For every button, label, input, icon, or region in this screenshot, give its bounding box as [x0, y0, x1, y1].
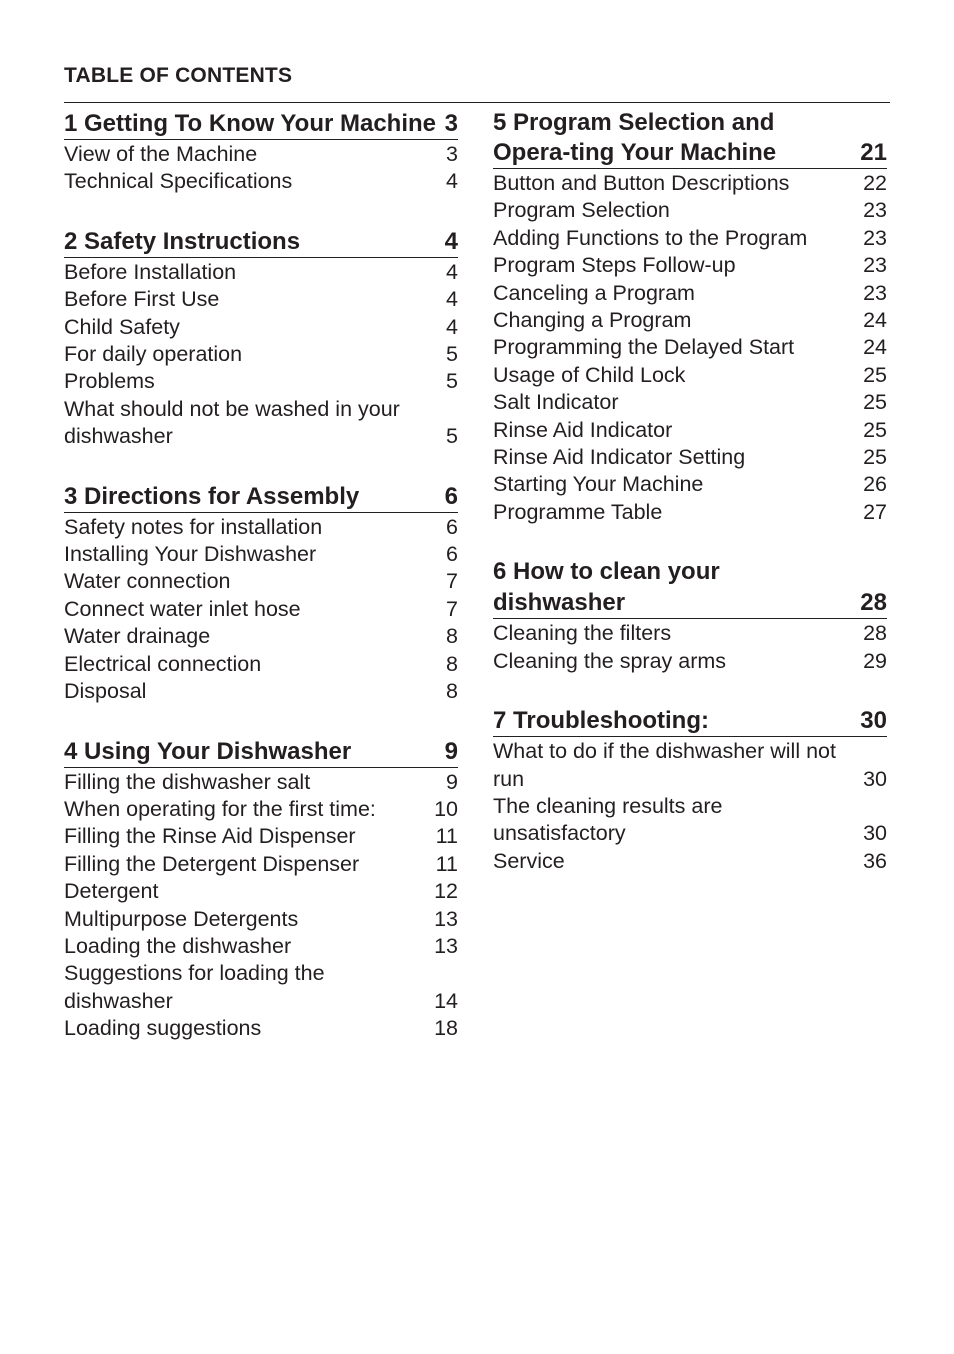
- entry-page: 23: [863, 253, 887, 278]
- section-heading-text: 1 Getting To Know Your Machine: [64, 110, 437, 137]
- entry-page: 5: [446, 424, 458, 449]
- entry-text: Button and Button Descriptions: [493, 171, 790, 195]
- entry-text: The cleaning results are unsatisfactory: [493, 793, 723, 846]
- toc-entry[interactable]: [64, 141, 458, 168]
- toc-entry[interactable]: [64, 168, 458, 195]
- toc-entry[interactable]: [64, 678, 458, 705]
- toc-entry[interactable]: [64, 960, 458, 1015]
- toc-column-left: [64, 108, 458, 1073]
- entry-text: Safety notes for installation: [64, 514, 323, 539]
- toc-section-3: [64, 481, 458, 706]
- entry-text: What to do if the dishwasher will not run: [493, 739, 836, 791]
- toc-entry[interactable]: [493, 738, 887, 793]
- entry-page: 11: [435, 851, 458, 876]
- entry-text: Disposal: [64, 679, 147, 704]
- section-heading-page: 3: [444, 110, 458, 137]
- entry-text: Program Steps Follow-up: [493, 253, 736, 278]
- entry-text: Filling the Detergent Dispenser: [64, 851, 360, 876]
- entry-page: 30: [863, 766, 887, 791]
- entry-page: 25: [863, 445, 887, 470]
- entry-text: Water connection: [64, 569, 231, 594]
- entry-text: Changing a Program: [493, 308, 692, 333]
- entry-page: 25: [863, 362, 887, 387]
- entry-page: 4: [446, 287, 458, 312]
- entry-text: Electrical connection: [64, 651, 262, 676]
- toc-entry[interactable]: [64, 596, 458, 623]
- entry-text: Salt Indicator: [493, 390, 619, 415]
- entry-page: 11: [435, 824, 458, 849]
- section-heading[interactable]: [64, 736, 458, 768]
- toc-section-4: [64, 736, 458, 1043]
- toc-entry[interactable]: [64, 796, 458, 823]
- section-heading-page: 4: [444, 227, 458, 255]
- entry-page: 9: [446, 769, 458, 794]
- entry-text: Cleaning the spray arms: [493, 648, 727, 673]
- section-heading-page: 21: [860, 139, 887, 166]
- entry-text: Loading suggestions: [64, 1016, 262, 1041]
- entry-text: For daily operation: [64, 342, 243, 367]
- toc-entry[interactable]: [493, 793, 887, 848]
- entry-text: Multipurpose Detergents: [64, 906, 299, 931]
- entry-text: Filling the Rinse Aid Dispenser: [64, 824, 356, 849]
- toc-section-6: [493, 556, 887, 675]
- entry-page: 4: [446, 259, 458, 284]
- toc-entry[interactable]: [493, 334, 887, 361]
- entry-page: 27: [863, 499, 887, 524]
- entry-page: 14: [434, 988, 458, 1013]
- toc-entry[interactable]: [64, 368, 458, 395]
- toc-entry[interactable]: [64, 1015, 458, 1042]
- section-heading-page: 9: [444, 737, 458, 765]
- toc-entry[interactable]: [493, 252, 887, 279]
- toc-entry[interactable]: [493, 307, 887, 334]
- toc-entry[interactable]: [493, 620, 887, 647]
- entry-text: Rinse Aid Indicator Setting: [493, 445, 746, 470]
- entry-page: 7: [446, 569, 458, 594]
- toc-entry[interactable]: [493, 444, 887, 471]
- entry-text: Installing Your Dishwasher: [64, 542, 317, 567]
- entry-page: 13: [434, 933, 458, 958]
- entry-page: 5: [446, 369, 458, 394]
- section-heading[interactable]: [493, 556, 887, 619]
- toc-entry[interactable]: [64, 851, 458, 878]
- entry-page: 7: [446, 596, 458, 621]
- page-title: TABLE OF CONTENTS: [64, 64, 293, 87]
- toc-entry[interactable]: [493, 848, 887, 875]
- entry-text: View of the Machine: [64, 142, 258, 166]
- toc-section-2: [64, 226, 458, 451]
- entry-page: 22: [863, 171, 887, 195]
- entry-page: 25: [863, 390, 887, 415]
- entry-text: Before Installation: [64, 259, 237, 284]
- entry-text: Suggestions for loading the dishwasher: [64, 961, 325, 1013]
- section-heading-page: 30: [860, 707, 887, 735]
- section-heading[interactable]: [493, 705, 887, 737]
- toc-entry[interactable]: [64, 651, 458, 678]
- entry-page: 30: [863, 821, 887, 846]
- entry-page: 28: [863, 621, 887, 646]
- entry-page: 23: [863, 225, 887, 250]
- section-heading[interactable]: [64, 226, 458, 258]
- entry-page: 18: [434, 1016, 458, 1041]
- toc-entry[interactable]: [64, 933, 458, 960]
- entry-page: 12: [434, 879, 458, 904]
- entry-page: 24: [863, 335, 887, 360]
- entry-text: Child Safety: [64, 314, 180, 339]
- toc-entry[interactable]: [493, 499, 887, 526]
- toc-entry[interactable]: [64, 396, 458, 451]
- entry-page: 4: [446, 314, 458, 339]
- section-heading-text: 3 Directions for Assembly: [64, 482, 360, 510]
- toc-entry[interactable]: [493, 170, 887, 197]
- toc-entry[interactable]: [64, 541, 458, 568]
- entry-text: Canceling a Program: [493, 280, 695, 305]
- entry-page: 23: [863, 280, 887, 305]
- toc-entry[interactable]: [64, 906, 458, 933]
- toc-entry[interactable]: [493, 197, 887, 224]
- toc-entry[interactable]: [493, 648, 887, 675]
- entry-page: 8: [446, 679, 458, 704]
- toc-entry[interactable]: [64, 341, 458, 368]
- entry-text: Program Selection: [493, 198, 670, 223]
- entry-page: 6: [446, 514, 458, 539]
- entry-text: Service: [493, 848, 565, 873]
- entry-text: Programming the Delayed Start: [493, 335, 795, 360]
- entry-text: When operating for the first time:: [64, 796, 376, 821]
- entry-page: 3: [446, 142, 458, 166]
- entry-page: 10: [434, 796, 458, 821]
- toc-section-7: [493, 705, 887, 875]
- entry-text: Filling the dishwasher salt: [64, 769, 311, 794]
- toc-entry[interactable]: [493, 389, 887, 416]
- toc-section-1: [64, 108, 458, 196]
- section-heading-page: 28: [860, 589, 887, 617]
- toc-entry[interactable]: [64, 623, 458, 650]
- toc-entry[interactable]: [493, 362, 887, 389]
- entry-text: Cleaning the filters: [493, 621, 672, 646]
- entry-text: Problems: [64, 369, 155, 394]
- section-heading-page: 6: [444, 482, 458, 510]
- entry-text: Programme Table: [493, 499, 663, 524]
- entry-page: 25: [863, 417, 887, 442]
- entry-page: 13: [434, 906, 458, 931]
- section-heading-text: 5 Program Selection and Opera-ting Your Machine: [493, 109, 777, 166]
- section-heading-text: 2 Safety Instructions: [64, 227, 301, 255]
- toc-entry[interactable]: [64, 314, 458, 341]
- section-heading-text: 7 Troubleshooting:: [493, 707, 709, 735]
- entry-text: Technical Specifications: [64, 169, 293, 194]
- toc-entry[interactable]: [64, 514, 458, 541]
- entry-text: Rinse Aid Indicator: [493, 417, 673, 442]
- entry-text: Adding Functions to the Program: [493, 225, 808, 250]
- toc-entry[interactable]: [493, 471, 887, 498]
- toc-entry[interactable]: [64, 769, 458, 796]
- section-heading-text: 4 Using Your Dishwasher: [64, 737, 352, 765]
- toc-entry[interactable]: [64, 878, 458, 905]
- entry-page: 24: [863, 308, 887, 333]
- top-divider: [64, 102, 890, 103]
- entry-page: 8: [446, 651, 458, 676]
- entry-page: 5: [446, 342, 458, 367]
- toc-entry[interactable]: [64, 568, 458, 595]
- entry-text: Starting Your Machine: [493, 472, 704, 497]
- entry-text: Water drainage: [64, 624, 211, 649]
- entry-page: 23: [863, 198, 887, 223]
- entry-page: 6: [446, 542, 458, 567]
- toc-entry[interactable]: [64, 286, 458, 313]
- entry-text: Detergent: [64, 879, 159, 904]
- toc-entry[interactable]: [493, 280, 887, 307]
- toc-entry[interactable]: [493, 417, 887, 444]
- entry-page: 8: [446, 624, 458, 649]
- toc-entry[interactable]: [64, 259, 458, 286]
- entry-page: 26: [863, 472, 887, 497]
- entry-text: Before First Use: [64, 287, 220, 312]
- entry-page: 4: [446, 169, 458, 194]
- section-heading[interactable]: [64, 481, 458, 513]
- toc-entry[interactable]: [64, 823, 458, 850]
- entry-text: Loading the dishwasher: [64, 933, 292, 958]
- entry-text: Usage of Child Lock: [493, 362, 686, 387]
- section-heading[interactable]: [493, 108, 887, 169]
- toc-entry[interactable]: [493, 225, 887, 252]
- entry-page: 36: [863, 848, 887, 873]
- toc-column-right: [493, 108, 887, 905]
- entry-text: Connect water inlet hose: [64, 596, 301, 621]
- section-heading[interactable]: [64, 108, 458, 140]
- entry-text: What should not be washed in your dishwasher: [64, 396, 400, 449]
- section-heading-text: 6 How to clean your dishwasher: [493, 558, 720, 617]
- toc-section-5: [493, 108, 887, 526]
- entry-page: 29: [863, 648, 887, 673]
